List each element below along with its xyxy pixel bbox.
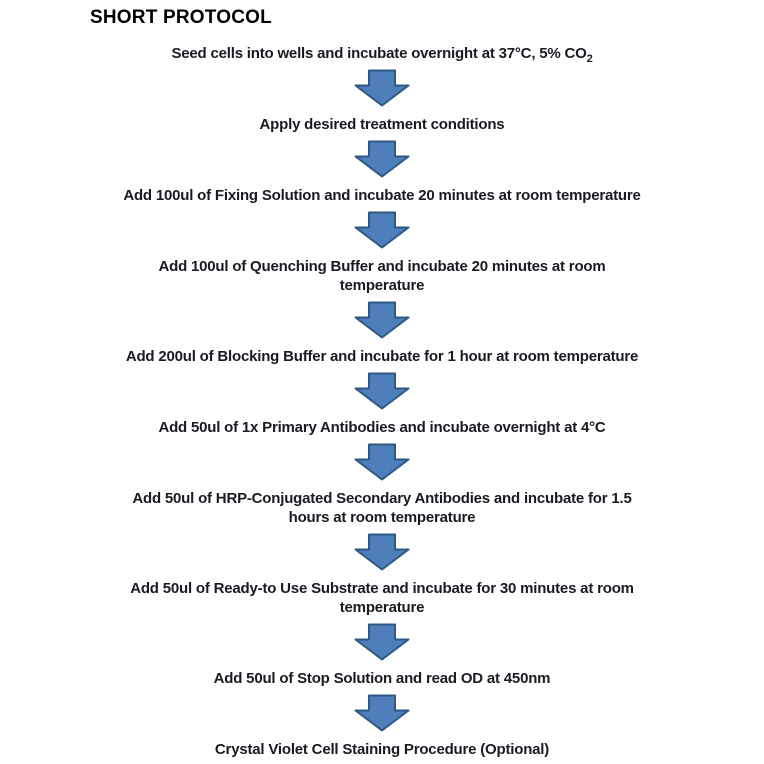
down-arrow-icon: [352, 443, 412, 481]
down-arrow-shape: [356, 625, 409, 660]
down-arrow-shape: [356, 374, 409, 409]
protocol-step-primary-antibodies: [158, 418, 605, 437]
protocol-step-fixing-solution: [123, 186, 640, 205]
step-text: Apply desired treatment conditions: [259, 116, 505, 133]
down-arrow-icon: [352, 69, 412, 107]
down-arrow-shape: [356, 696, 409, 731]
protocol-step-substrate: [130, 579, 634, 617]
protocol-step-quenching-buffer: [158, 257, 605, 295]
step-text-line1: Add 50ul of HRP-Conjugated Secondary Antibodies and incubate for 1.5: [132, 490, 632, 507]
step-text-line2: hours at room temperature: [288, 509, 476, 526]
step-text: Add 50ul of Stop Solution and read OD at 450nm: [213, 670, 551, 687]
protocol-step-stop-solution: [214, 669, 551, 688]
down-arrow-icon: [352, 533, 412, 571]
down-arrow-shape: [356, 445, 409, 480]
down-arrow-shape: [356, 303, 409, 338]
down-arrow-icon: [352, 211, 412, 249]
down-arrow-icon: [352, 623, 412, 661]
step-text-line2: temperature: [339, 277, 425, 294]
down-arrow-shape: [356, 142, 409, 177]
step-text: Add 200ul of Blocking Buffer and incubate for 1 hour at room temperature: [125, 348, 639, 365]
protocol-step-crystal-violet: [215, 740, 549, 759]
down-arrow-shape: [356, 71, 409, 106]
protocol-flowchart: [0, 44, 764, 759]
step-text-line1: Add 100ul of Quenching Buffer and incubate 20 minutes at room: [158, 258, 606, 275]
down-arrow-icon: [352, 694, 412, 732]
step-text-line2: temperature: [339, 599, 425, 616]
step-text: Seed cells into wells and incubate overnight at 37°C, 5% CO: [171, 45, 587, 62]
page-title: SHORT PROTOCOL: [90, 7, 272, 28]
protocol-step-secondary-antibodies: [132, 489, 631, 527]
step-text: Add 50ul of 1x Primary Antibodies and incubate overnight at 4°C: [158, 419, 606, 436]
down-arrow-shape: [356, 535, 409, 570]
down-arrow-icon: [352, 140, 412, 178]
down-arrow-icon: [352, 301, 412, 339]
step-text: Add 100ul of Fixing Solution and incubate 20 minutes at room temperature: [123, 187, 641, 204]
step-text: Crystal Violet Cell Staining Procedure (Optional): [214, 741, 550, 758]
protocol-step-blocking-buffer: [126, 347, 638, 366]
down-arrow-shape: [356, 213, 409, 248]
subscript: 2: [586, 53, 593, 65]
protocol-step-treatment: [260, 115, 505, 134]
down-arrow-icon: [352, 372, 412, 410]
step-text-line1: Add 50ul of Ready-to Use Substrate and incubate for 30 minutes at room: [130, 580, 634, 597]
protocol-step-seed-cells: [171, 44, 592, 63]
